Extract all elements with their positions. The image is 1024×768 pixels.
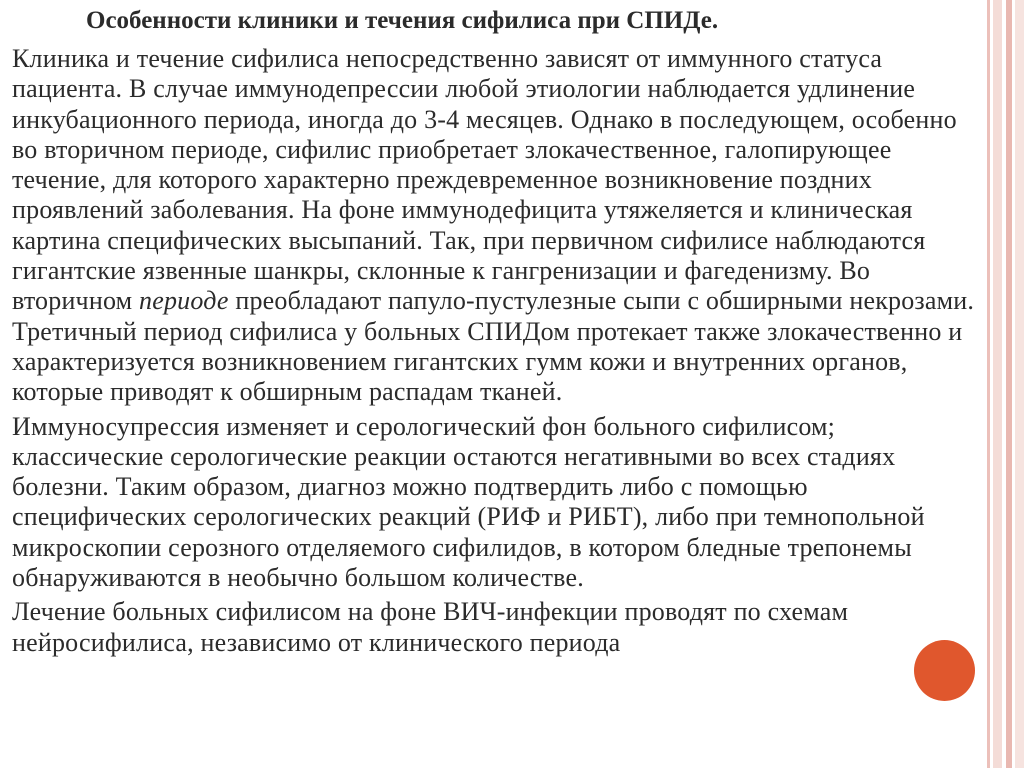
stripe xyxy=(993,0,1002,768)
slide-title: Особенности клиники и течения сифилиса при СПИДе. xyxy=(86,7,719,34)
paragraph-clinic-part1: Клиника и течение сифилиса непосредственно зависят от иммунного статуса пациента. В случае иммунодепрессии любой этиологии наблюдается удлинение инкубационного периода, иногда до 3-4 месяцев. Однако в последующем, особенно во вторичном периоде, сифилис приобретает злокачественное, галопирующее течение, для которого характерно преждевременное возникновение поздних проявлений заболевания. На фоне иммунодефицита утяжеляется и клиническая картина специфических высыпаний. Так, при первичном сифилисе наблюдаются гигантские язвенные шанкры, склонные к гангренизации и фагеденизму. Во вторичном xyxy=(12,44,957,316)
slide-body xyxy=(12,44,988,659)
paragraph-clinic xyxy=(12,44,988,408)
paragraph-serology: Иммуносупрессия изменяет и серологический фон больного сифилисом; классические серологические реакции остаются негативными во всех стадиях болезни. Таким образом, диагноз можно подтвердить либо с помощью специфических серологических реакций (РИФ и РИБТ), либо при темнопольной микроскопии серозного отделяемого сифилидов, в котором бледные трепонемы обнаруживаются в необычно большом количестве. xyxy=(12,411,925,593)
paragraph-treatment: Лечение больных сифилисом на фоне ВИЧ-инфекции проводят по схемам нейросифилиса, независимо от клинического периода xyxy=(12,597,849,657)
paragraph-clinic-italic: периоде xyxy=(139,286,229,316)
decorative-orange-circle xyxy=(914,640,975,701)
paragraph-clinic-part2: преобладают папуло-пустулезные сыпи с обширными некрозами. Третичный период сифилиса у больных СПИДом протекает также злокачественно и характеризуется возникновением гигантских гумм кожи и внутренних органов, которые приводят к обширным распадам тканей. xyxy=(12,286,975,407)
stripe xyxy=(1015,0,1024,768)
decorative-side-stripes xyxy=(984,0,1024,768)
stripe xyxy=(1006,0,1012,768)
